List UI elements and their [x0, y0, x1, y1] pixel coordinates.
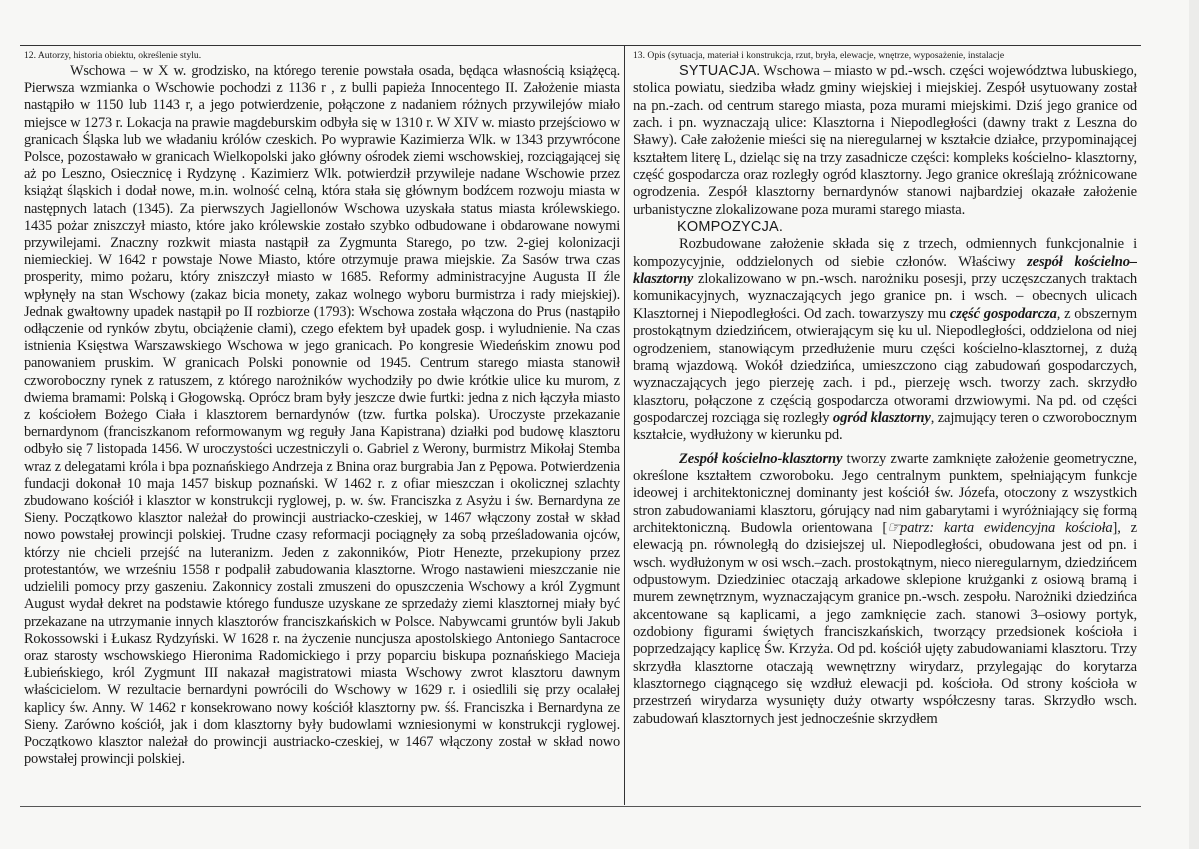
- sytuacja-label: SYTUACJA: [679, 63, 757, 79]
- kompozycja-label: KOMPOZYCJA.: [677, 219, 784, 236]
- kompozycja-paragraph-1: [633, 236, 1137, 444]
- k1-text-c: , z obszernym prostokątnym dziedzińcem, otwierającym się ku ul. Niepodległości, oddzielona od niej ogrodzeniem, stanowiącym przedłużenie muru części kościelno-klasztornej, z dużą bramą wjazdową. Wokół dziedzińca, umieszczono ciąg zabudowań gospodarczych, wyznaczających jego pierzeję zach. i pd., pierzeję wsch. tworzy zach. skrzydło klasztoru, połączone z częścią gospodarcza otworami drzwiowymi. Na pd. od części gospodarczej rozciąga się rozległy: [633, 305, 1137, 426]
- k1-text-b: zlokalizowano w pn.-wsch. narożniku posesji, przy uczęszczanych traktach komunikacyjnych, wyznaczających jego granice pn. i wsch. – obecnych ulicach Klasztornej i Niepodległości. Od zach. towarzyszy mu: [633, 271, 1137, 322]
- history-heading: 12. Autorzy, historia obiektu, określenie stylu.: [24, 50, 202, 61]
- description-heading: 13. Opis (sytuacja, materiał i konstrukcja, rzut, bryła, elewacje, wnętrze, wyposażenie, instalacje: [633, 50, 1005, 61]
- k1-em-zespol: zespół kościelno–klasztorny: [633, 253, 1137, 288]
- history-column: [24, 50, 620, 800]
- k2-text-a: tworzy zwarte zamknięte założenie geometryczne, określone kształtem czworoboku. Jego centralnym punktem, spełniającym funkcje ideowej i architektonicznej dominanty jest kościół św. Józefa, otoczony z wszystkich stron zabudowaniami klasztoru, górujący nad nim gabarytami i wyróżniający się formą architektoniczną. Budowla orientowana [: [633, 450, 1137, 536]
- sytuacja-paragraph: [633, 63, 1137, 219]
- scan-margin: [1189, 0, 1199, 849]
- k1-em-czesc-gospodarcza: część gospodarcza: [949, 305, 1057, 322]
- k1-em-ogrod: ogród klasztorny: [832, 409, 931, 426]
- k1-text-a: Rozbudowane założenie składa się z trzech, odmiennych funkcjonalnie i kompozycyjnie, oddzielonych od siebie członów. Właściwy: [633, 236, 1137, 270]
- history-text: Wschowa – w X w. grodzisko, na którego terenie powstała osada, będąca własnością książęcą. Pierwsza wzmianka o Wschowie pochodzi z 1136 r , z bulli papieża Innocentego II. Założenie miasta nastąpiło w 1150 lub 1143 r, a jego potwierdzenie, połączone z nadaniem różnych przywilejów miało miejsce w 1273 r. Lokacja na prawie magdeburskim odbyła się w 1310 r. W XIV w. miasto przejściowo w granicach Śląska lub we władaniu królów czeskich. Po wyprawie Kazimierza Wlk. w 1343 przywrócone Polsce, pozostawało w granicach Wielkopolski jako główny ośrodek ziemi wschowskiej, rozciągającej się aż po Leszno, Osiecznicę i Rydzynę . Kazimierz Wlk. potwierdził przywileje nadane Wschowie przez książąt śląskich i dodał nowe, m.in. wolność celną, która stała się głównym bodźcem rozwoju miasta w następnych latach (1345). Za pierwszych Jagiellonów Wschowa uzyskała status miasta królewskiego. 1435 pożar zniszczył miasto, które jako królewskie zostało szybko odbudowane i obdarowane nowymi przywilejami. Znaczny rozkwit miasta nastąpił za Zygmunta Starego, po tzw. 2-giej kolonizacji niemieckiej. W 1642 r powstaje Nowe Miasto, które otrzymuje prawa miejskie. Za Sasów trwa czas prosperity, mimo pożaru, który zniszczył miasto w 1685. Reformy administracyjne Augusta II źle wpłynęły na stan Wschowy (zakaz bicia monety, zakaz wolnego wyboru burmistrza i rady miejskiej). Jednak gwałtowny upadek nastąpił po II rozbiorze (1793): Wschowa została włączona do Prus (nastąpiło odłączenie od rynków zbytu, obciążenie cłami), czego efektem był upadek gosp. i wyludnienie. Na czas istnienia Księstwa Warszawskiego Wschowa w jego granicach. Po kongresie Wiedeńskim znowu pod panowaniem pruskim. W granicach Polski ponownie od 1945. Centrum starego miasta stanowił czworoboczny rynek z ratuszem, z którego narożników wychodziły po dwie krótkie ulice ku murom, z dwiema bramami: Polską i Głogowską. Oprócz bram były jeszcze dwie furtki: jedna z nich łączyła miasto z kościołem Bożego Ciała i klasztorem bernardynów (tzw. furtka polska). Uroczyste przekazanie bernardynom (franciszkanom reformowanym wg reguły Jana Kapistrana) działki pod budowę klasztoru odbyło się 7 listopada 1456. W uroczystości uczestniczyli o. Gabriel z Werony, burmistrz Mikołaj Stemba wraz z delegatami króla i bpa poznańskiego Andrzeja z Bnina oraz burgrabia Jan z Pępowa. Potwierdzenia fundacji dokonał 10 maja 1457 biskup poznański. W 1462 r. z ofiar mieszczan i okolicznej szlachty zbudowano kościół i klasztor w konstrukcji ryglowej, p. w. św. Franciszka z Asyżu i św. Bernardyna ze Sieny. Początkowo klasztor należał do prowincji austriacko-czeskiej, w 1467 włączony został w skład nowo powstałej prowincji polskiej. Trudne czasy reformacji pociągnęły za sobą prześladowania ojców, którzy nie chcieli przejść na luteranizm. Jeden z zakonników, Piotr Henezte, przekupiony przez protestantów, we wrześniu 1558 r podpalił zabudowania klasztorne. Wrogo nastawieni mieszczanie nie udzielili pomocy przy gaszeniu. Zakonnicy zostali zmuszeni do opuszczenia Wschowy a król Zygmunt August wydał dekret na podstawie którego fundusze uzyskane ze sprzedaży ziemi klasztornej miały być przekazane na utrzymanie innych klasztorów franciszkańskich w Polsce. Nabywcami gruntów byli Jakub Rokossowski i Łukasz Rydzyński. W 1628 r. na życzenie nuncjusza apostolskiego Antoniego Santacroce oraz starosty wschowskiego Hieronima Radomickiego i przy poparciu biskupa poznańskiego Macieja Łubieńskiego, król Zygmunt III nakazał magistratowi miasta Wschowy zwrot klasztoru dawnym właścicielom. W rezultacie bernardyni powrócili do Wschowy w 1629 r. i osiedlili się przy ocalałej kaplicy św. Anny. W 1462 r konsekrowano nowy kościół klasztorny pw. śś. Franciszka i Bernardyna ze Sieny. Zarówno kościół, jak i dom klasztorny były budowlami wzniesionymi w konstrukcji ryglowej. Początkowo klasztor należał do prowincji austriacko-czeskiej, w 1467 włączony został w skład nowo powstałej prowincji polskiej.: [24, 63, 620, 768]
- description-column: [633, 50, 1137, 800]
- kompozycja-heading-row: [677, 219, 1137, 236]
- k2-em-zespol: Zespół kościelno-klasztorny: [679, 450, 843, 467]
- k2-text-b: ], z elewacją pn. równoległą do dzisiejszej ul. Niepodległości, obudowana jest od pn. i wsch. wydłużonym w osi wsch.–zach. prostokątnym, nieco nieregularnym, dziedzińcem odpustowym. Dziedziniec otaczają arkadowe sklepione krużganki z osiową bramą i murem zewnętrznym, wyznaczającym granice pn.-wsch. zespołu. Narożniki dziedzińca akcentowane są kaplicami, a jego zamknięcie zach. stanowi 3–osiowy portyk, ozdobiony figurami świętych franciszkańskich, tworzący przedsionek kościoła i poprzedzający kaplicę Św. Krzyża. Od pd. kościół ujęty zabudowaniami klasztoru. Trzy skrzydła klasztorne otaczają wewnętrzny wirydarz, przylegając do korytarza klasztornego ciągnącego się wzdłuż elewacji pd. kościoła. Od strony kościoła w przestrzeń wirydarza wysunięty duży otwarty współczesny taras. Skrzydło wsch. zabudowań klasztornych jest jednocześnie skrzydłem: [633, 519, 1137, 727]
- kompozycja-paragraph-2: [633, 451, 1137, 729]
- column-divider: [624, 45, 625, 805]
- k1-text-d: , zajmujący teren o czworobocznym kształcie, wydłużony w kierunku pd.: [633, 409, 1137, 444]
- sytuacja-text: . Wschowa – miasto w pd.-wsch. części województwa lubuskiego, stolica powiatu, siedziba władz gminy wiejskiej i miejskiej. Zespół usytuowany został na pn.-zach. od centrum starego miasta, poza murami miejskimi. Dziś jego granice od zach. i pn. wyznaczają ulice: Klasztorna i Niepodległości (dawny trakt z Leszna do Sławy). Całe założenie mieści się na nieregularnej w kształcie działce, przypominającej kształtem literę L, dzieląc się na trzy zasadnicze części: kompleks kościelno- klasztorny, część gospodarcza oraz rozległy ogród klasztorny. Jego granice określają zróżnicowane ogrodzenia. Zespół klasztorny bernardynów stanowi najbardziej okazałe założenie urbanistyczne zlokalizowane poza murami starego miasta.: [633, 63, 1137, 218]
- k2-see-note: ☞patrz: karta ewidencyjna kościoła: [887, 519, 1113, 536]
